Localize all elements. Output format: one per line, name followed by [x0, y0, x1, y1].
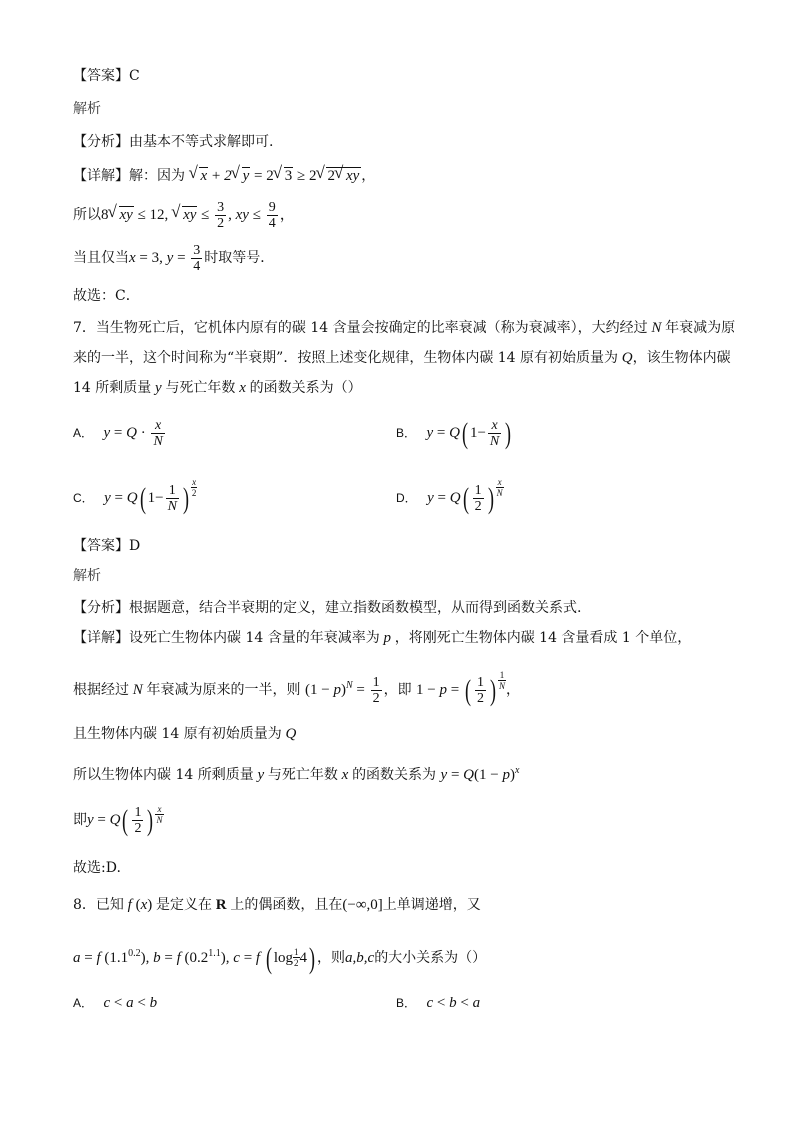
- q7-detail-line3: 且生物体内碳 14 原有初始质量为 Q: [73, 726, 297, 742]
- q6-equality-line: 当且仅当x = 3, y = $\frac{3}{4}$ 时取等号．: [73, 243, 275, 275]
- q7-option-d: D． y = Q( $\frac{1}{2}$ ) $\frac{x}{N}$: [396, 477, 503, 515]
- q7-stem-line2: 来的一半，这个时间称为“半衰期”．按照上述变化规律，生物体内碳 14 原有初始质量为 Q，该生物体内碳: [73, 350, 731, 366]
- q6-detail-line: 【详解】解：因为 √ x + 2√ y = 2√ 3 ≥ 2√ 2√ xy ，: [73, 163, 375, 189]
- q8-stem-line1: 8．已知 f (x) 是定义在 R 上的偶函数，且在(−∞,0]上单调递增，又: [73, 897, 481, 913]
- q7-stem-line1: 7．当生物死亡后，它机体内原有的碳 14 含量会按确定的比率衰减（称为衰减率），大约经过 N 年衰减为原: [73, 320, 736, 336]
- q8-option-b: B． c < b < a: [396, 995, 481, 1011]
- q7-detail-line2: 根据经过 N 年衰减为原来的一半，则 $(1 - p)^N$ = $\frac{1}{2}$ ，即 1 − p = ( $\frac{1}{2}$ ) $\frac{1}{N}$ ，: [73, 670, 520, 707]
- q7-option-a: A． y = Q · $\frac{x}{N}$: [73, 418, 163, 449]
- q6-choice-line: 故选：C．: [73, 288, 140, 304]
- q7-stem-line3: 14 所剩质量 y 与死亡年数 x 的函数关系为（）: [73, 380, 362, 396]
- answer-value: C: [129, 68, 140, 84]
- q7-fenxi-line: 【分析】根据题意，结合半衰期的定义，建立指数函数模型，从而得到函数关系式.: [73, 600, 582, 616]
- q7-detail-line5: 即y = Q( $\frac{1}{2}$ ) $\frac{x}{N}$: [73, 803, 163, 837]
- q6-inequalities: 8√ xy ≤ 12, √ xy ≤ $\frac{3}{2}$ , xy ≤ $\frac{9}{4}$ ，: [101, 207, 295, 223]
- q7-detail-line4: 所以生物体内碳 14 所剩质量 y 与死亡年数 x 的函数关系为 $y = Q(1 - p)^x$: [73, 765, 520, 783]
- q6-fenxi-line: 【分析】由基本不等式求解即可.: [73, 134, 274, 150]
- q6-equation: √ x + 2√ y = 2√ 3 ≥ 2√ 2√ xy: [189, 168, 361, 184]
- q7-option-b: B． y = Q( 1− $\frac{x}{N}$ ): [396, 416, 512, 450]
- q8-option-a: A． c < a < b: [73, 995, 158, 1011]
- q7-answer-line: 【答案】D: [73, 538, 141, 554]
- q7-choice-line: 故选:D.: [73, 860, 121, 876]
- q6-answer-line: [73, 66, 140, 86]
- q6-analysis-heading: 解析: [73, 101, 101, 117]
- q7-detail-line1: 【详解】设死亡生物体内碳 14 含量的年衰减率为 p ，将刚死亡生物体内碳 14 含量看成 1 个单位，: [73, 630, 692, 646]
- q6-so-line: 所以8√ xy ≤ 12, √ xy ≤ $\frac{3}{2}$ , xy ≤ $\frac{9}{4}$ ，: [73, 198, 295, 232]
- q8-stem-line2: a = f $(1.1^{0.2})$, b = f $(0.2^{1.1})$, c = f ( log $\frac{1}{2}$ 4) ，则a,b,c的大小关系为（）: [73, 941, 487, 975]
- answer-tag: 【答案】: [73, 68, 129, 84]
- q7-option-c: C． y = Q( 1− $\frac{1}{N}$ ) $\frac{x}{2}$: [73, 477, 197, 515]
- q7-analysis-heading: 解析: [73, 568, 101, 584]
